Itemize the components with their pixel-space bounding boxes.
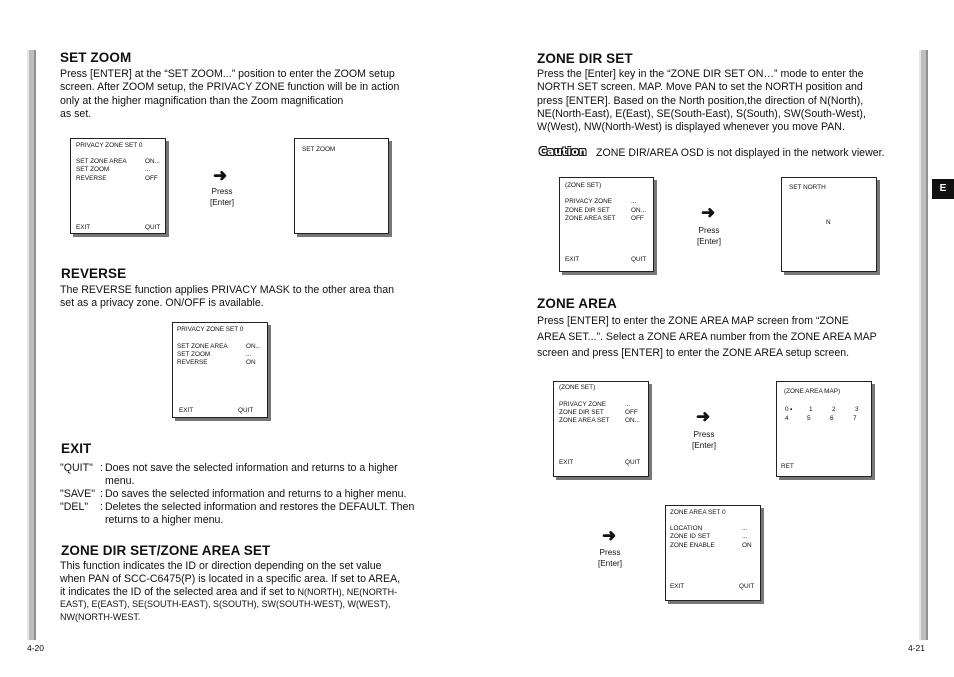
osd-reverse-screen: PRIVACY ZONE SET 0 SET ZONE AREA ON... SET ZOOM ... REVERSE ON EXIT QUIT (172, 322, 268, 418)
right-arrow-icon: ➜ (701, 203, 716, 222)
zone-area-title: ZONE AREA (537, 296, 617, 311)
zone-dir-area-set-title: ZONE DIR SET/ZONE AREA SET (61, 543, 271, 558)
osd-set-zoom-screen: SET ZOOM (294, 138, 389, 234)
press-enter-label: Press [Enter] (209, 187, 235, 207)
reverse-title: REVERSE (61, 266, 127, 281)
zone-area-cell: 7 (853, 415, 857, 422)
press-enter-label: Press [Enter] (696, 226, 722, 246)
zone-area-cell: 2 (832, 406, 836, 413)
zone-dir-set-text: Press the [Enter] key in the “ZONE DIR SET ON…” mode to enter the NORTH SET screen. MAP. Move PAN to set the NORTH position and press [ENTER]. Based on the North position,the direction of N(North), NE(North-East), E(East), SE(South-East), S(South), SW(South-West), W(West), NW(North-West) is displayed whenever you move PAN. (537, 68, 866, 134)
right-arrow-icon: ➜ (696, 407, 711, 426)
reverse-text: The REVERSE function applies PRIVACY MASK to the other area than set as a privacy zone. ON/OFF is available. (60, 284, 395, 310)
osd-set-north-screen: SET NORTH N (781, 177, 877, 272)
osd-zone-area-map-screen: (ZONE AREA MAP) 0 ▪ 1 2 3 4 5 6 7 RET (776, 381, 872, 477)
press-enter-label: Press [Enter] (691, 430, 717, 450)
cursor-icon: ▪ (790, 406, 793, 413)
osd-privacy-zone-set-screen: PRIVACY ZONE SET 0 SET ZONE AREA ON... SET ZOOM ... REVERSE OFF EXIT QUIT (70, 138, 166, 234)
right-arrow-icon: ➜ (213, 166, 228, 185)
north-marker: N (826, 219, 831, 226)
zone-area-cell: 3 (855, 406, 859, 413)
exit-del-item: "DEL" : Deletes the selected information and restores the DEFAULT. Then returns to a higher menu. (60, 501, 415, 526)
zone-area-cell: 4 (785, 415, 789, 422)
right-arrow-icon: ➜ (602, 526, 617, 545)
press-enter-label: Press [Enter] (597, 548, 623, 568)
set-zoom-text: Press [ENTER] at the “SET ZOOM...” position to enter the ZOOM setup screen. After ZOOM setup, the PRIVACY ZONE function will be in action only at the higher magnification than the Zoom magnification as set. (60, 68, 400, 120)
set-zoom-title: SET ZOOM (60, 50, 132, 65)
zone-area-cell: 6 (830, 415, 834, 422)
selected-row: ZONE DIR SET (565, 207, 610, 214)
caution-label: Caution (539, 146, 587, 158)
zone-dir-area-set-text: This function indicates the ID or direction depending on the set value when PAN of SCC-C6475(P) is located in a specific area. If set to AREA, it indicates the ID of the selected area and if set to N(NORTH), NE(NORTH- EAST), E(EAST), SE(SOUTH-EAST), S(SOUTH), SW(SOUTH-WEST), W(WEST), NW(NORTH-WEST. (60, 560, 401, 623)
osd-zone-set-area-screen: (ZONE SET) PRIVACY ZONE ... ZONE DIR SET OFF ZONE AREA SET ON... EXIT QUIT (553, 381, 649, 477)
selected-row: REVERSE (177, 359, 208, 366)
exit-title: EXIT (61, 441, 92, 456)
osd-zone-set-dir-screen: (ZONE SET) PRIVACY ZONE ... ZONE DIR SET ON... ZONE AREA SET OFF EXIT QUIT (559, 177, 654, 272)
page-number-right: 4-21 (908, 643, 926, 653)
page-number-left: 4-20 (27, 643, 45, 653)
zone-area-text: Press [ENTER] to enter the ZONE AREA MAP screen from “ZONE AREA SET...”. Select a ZONE AREA number from the ZONE AREA MAP screen and press [ENTER] to enter the ZONE AREA setup screen. (537, 315, 877, 360)
right-margin-bar (919, 50, 928, 640)
zone-area-cell: 1 (809, 406, 813, 413)
exit-save-item: "SAVE" : Do saves the selected information and returns to a higher menu. (60, 488, 407, 500)
selected-row: SET ZOOM (76, 166, 110, 173)
left-margin-bar (27, 50, 36, 640)
section-tab-e: E (932, 179, 954, 199)
exit-quit-item: "QUIT" : Does not save the selected information and returns to a higher menu. (60, 462, 398, 487)
selected-row: ZONE AREA SET (559, 417, 610, 424)
zone-dir-set-title: ZONE DIR SET (537, 51, 633, 66)
zone-area-cell: 0 (785, 406, 789, 413)
caution-text: ZONE DIR/AREA OSD is not displayed in the network viewer. (596, 147, 885, 159)
osd-zone-area-set-screen: ZONE AREA SET 0 LOCATION ... ZONE ID SET ... ZONE ENABLE ON EXIT QUIT (665, 505, 761, 601)
zone-area-cell: 5 (807, 415, 811, 422)
